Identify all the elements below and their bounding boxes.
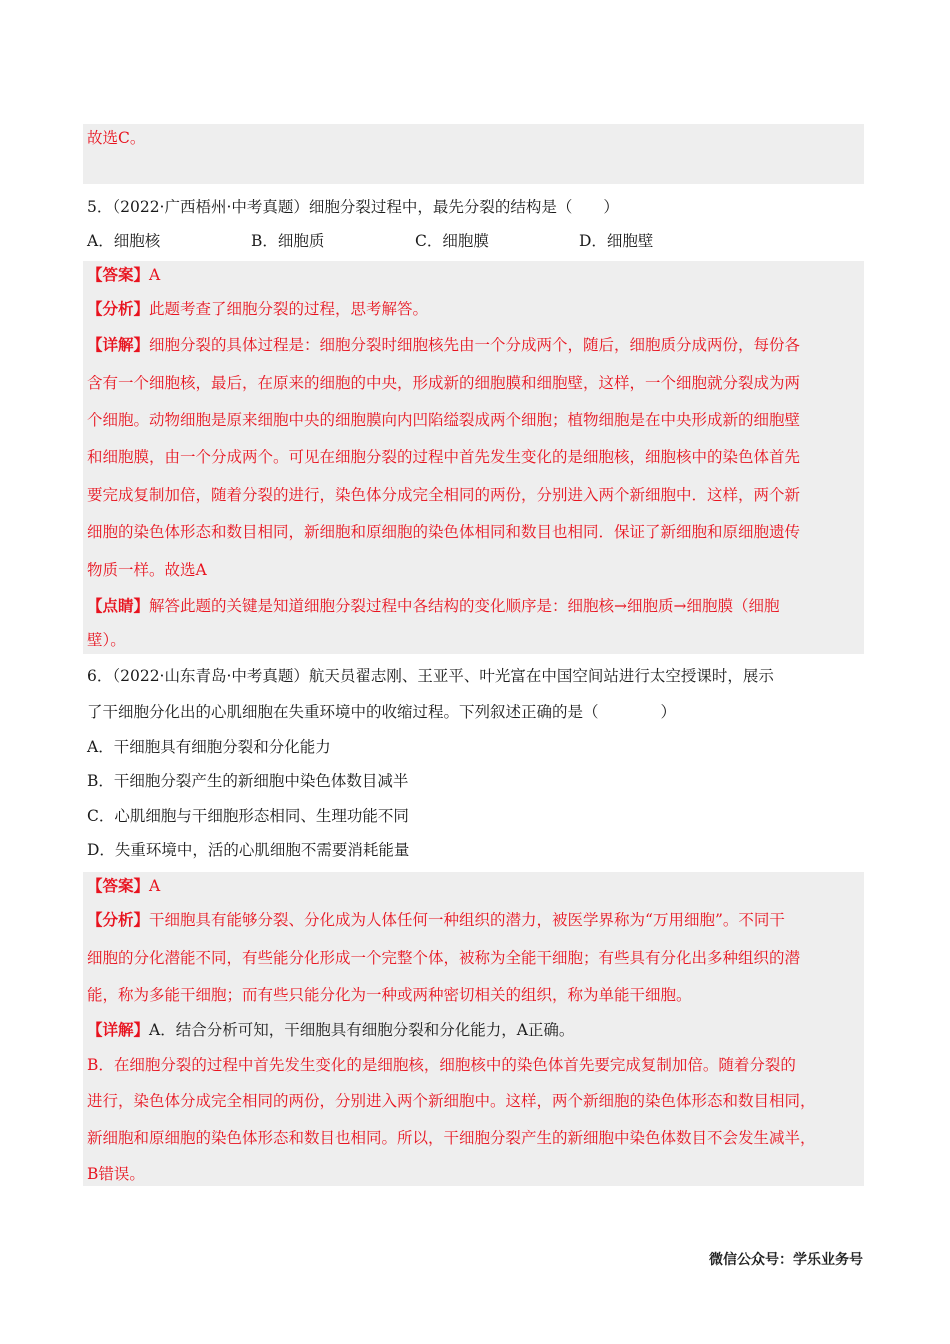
q5-answer-tag: 【答案】 [87, 265, 150, 284]
q6-stem-line-2: 了干细胞分化出的心肌细胞在失重环境中的收缩过程。下列叙述正确的是（ ） [87, 703, 677, 721]
q5-answer [87, 265, 160, 285]
q5-analysis [87, 299, 428, 319]
q6-analysis-line-3: 能，称为多能干细胞；而有些只能分化为一种或两种密切相关的组织，称为单能干细胞。 [87, 986, 692, 1004]
q5-option-d: D．细胞壁 [579, 232, 654, 250]
q5-detail-line-2: 含有一个细胞核，最后，在原来的细胞的中央，形成新的细胞膜和细胞壁，这样，一个细胞就分裂成为两 [87, 374, 801, 392]
q5-comment-tag: 【点睛】 [87, 596, 150, 615]
q6-option-b: B．干细胞分裂产生的新细胞中染色体数目减半 [87, 772, 409, 790]
q6-detail-tag: 【详解】 [87, 1020, 150, 1039]
q5-detail-line-7: 物质一样。故选A [87, 561, 207, 579]
q5-analysis-tag: 【分析】 [87, 299, 150, 318]
q6-option-c: C．心肌细胞与干细胞形态相同、生理功能不同 [87, 807, 409, 825]
q6-analysis-line-2: 细胞的分化潜能不同，有些能分化形成一个完整个体，被称为全能干细胞；有些具有分化出多种组织的潜 [87, 949, 801, 967]
q6-detail-line-5: B错误。 [87, 1165, 145, 1183]
q5-detail-line-1 [87, 335, 800, 355]
q5-detail-tag: 【详解】 [87, 335, 150, 354]
q6-option-d: D．失重环境中，活的心肌细胞不需要消耗能量 [87, 841, 410, 859]
footer-wechat-account: 微信公众号：学乐业务号 [709, 1252, 863, 1268]
q6-option-a: A．干细胞具有细胞分裂和分化能力 [87, 738, 331, 756]
q5-detail-text: 细胞分裂的具体过程是：细胞分裂时细胞核先由一个分成两个，随后，细胞质分成两份，每份各 [149, 336, 801, 354]
q6-detail-line-3: 进行，染色体分成完全相同的两份，分别进入两个新细胞中。这样，两个新细胞的染色体形态和数目相同， [87, 1092, 816, 1110]
q4-conclusion: 故选C。 [87, 129, 146, 147]
q5-detail-line-6: 细胞的染色体形态和数目相同，新细胞和原细胞的染色体相同和数目也相同．保证了新细胞和原细胞遗传 [87, 523, 801, 541]
q5-option-a: A．细胞核 [87, 232, 161, 250]
q6-detail-first: A．结合分析可知，干细胞具有细胞分裂和分化能力，A正确。 [149, 1021, 575, 1039]
q5-comment-line-2: 壁）。 [87, 631, 126, 649]
q5-option-b: B．细胞质 [251, 232, 325, 250]
q5-detail-line-4: 和细胞膜，由一个分成两个。可见在细胞分裂的过程中首先发生变化的是细胞核，细胞核中的染色体首先 [87, 448, 801, 466]
q5-answer-value: A [149, 266, 161, 284]
q5-stem: 5．（2022·广西梧州·中考真题）细胞分裂过程中，最先分裂的结构是（ ） [87, 198, 619, 216]
q5-detail-line-3: 个细胞。动物细胞是原来细胞中央的细胞膜向内凹陷缢裂成两个细胞；植物细胞是在中央形成新的细胞壁 [87, 411, 801, 429]
q6-analysis-text: 干细胞具有能够分裂、分化成为人体任何一种组织的潜力，被医学界称为“万用细胞”。不同干 [149, 911, 785, 929]
q5-option-c: C．细胞膜 [415, 232, 489, 250]
q5-analysis-text: 此题考查了细胞分裂的过程，思考解答。 [149, 300, 429, 318]
q5-comment-line-1 [87, 596, 780, 616]
q5-detail-line-5: 要完成复制加倍，随着分裂的进行，染色体分成完全相同的两份，分别进入两个新细胞中．这样，两个新 [87, 486, 801, 504]
q6-detail-line-4: 新细胞和原细胞的染色体形态和数目也相同。所以，干细胞分裂产生的新细胞中染色体数目不会发生减半， [87, 1129, 816, 1147]
q5-comment-text: 解答此题的关键是知道细胞分裂过程中各结构的变化顺序是：细胞核→细胞质→细胞膜（细胞 [149, 597, 780, 615]
q6-answer-value: A [149, 877, 161, 895]
q6-stem-line-1: 6．（2022·山东青岛·中考真题）航天员翟志刚、王亚平、叶光富在中国空间站进行太空授课时，展示 [87, 667, 774, 685]
q6-detail-line-1 [87, 1020, 574, 1040]
q6-analysis-line-1 [87, 910, 785, 930]
q6-answer-tag: 【答案】 [87, 876, 150, 895]
q6-answer [87, 876, 160, 896]
q6-analysis-tag: 【分析】 [87, 910, 150, 929]
q4-explanation-box [83, 124, 864, 184]
q6-detail-line-2: B．在细胞分裂的过程中首先发生变化的是细胞核，细胞核中的染色体首先要完成复制加倍。随着分裂的 [87, 1056, 796, 1074]
